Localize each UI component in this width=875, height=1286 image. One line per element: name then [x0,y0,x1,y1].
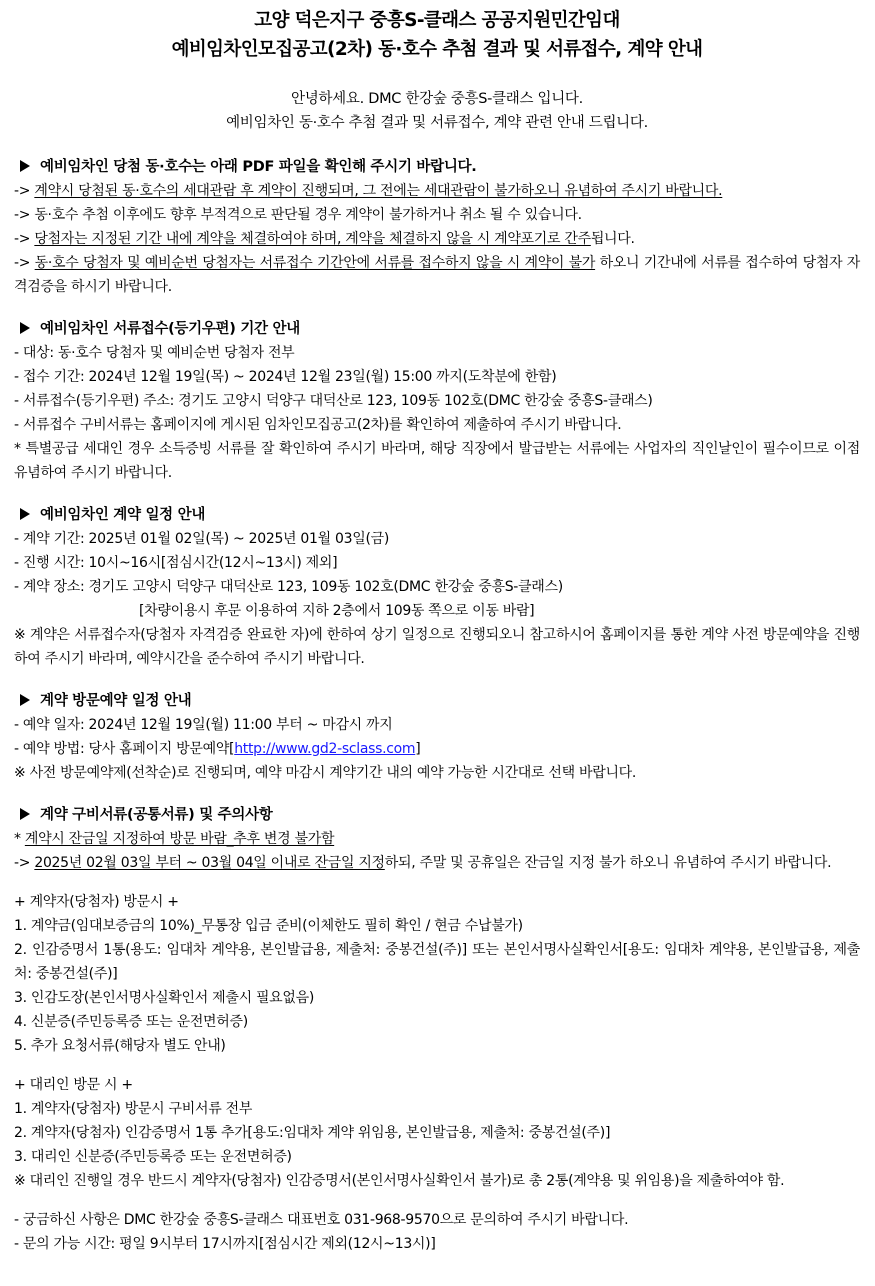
intro-line-2: 예비임차인 동·호수 추첨 결과 및 서류접수, 계약 관련 안내 드립니다. [226,115,648,131]
reservation-date: - 예약 일자: 2024년 12월 19일(월) 11:00 부터 ~ 마감시 까지 [14,717,393,733]
triangle-bullet-icon [20,322,30,334]
contact-hours: - 문의 가능 시간: 평일 9시부터 17시까지[점심시간 제외(12시~13시)] [14,1236,436,1252]
title-line-2: 예비임차인모집공고(2차) 동·호수 추첨 결과 및 서류접수, 계약 안내 [171,39,703,60]
documents-special-note: * 특별공급 세대인 경우 소득증빙 서류를 잘 확인하여 주시기 바라며, 해당 직장에서 발급받는 서류에는 사업자의 직인날인이 필수이므로 이점 유념하여 주시기 바랍니다. [14,441,865,481]
section-heading-required-docs: 계약 구비서류(공통서류) 및 주의사항 [14,803,860,827]
triangle-bullet-icon [20,508,30,520]
winners-note-4: -> 동·호수 당첨자 및 예비순번 당첨자는 서류접수 기간안에 서류를 접수하지 않을 시 계약이 불가 하오니 기간내에 서류를 접수하여 당첨자 자격검증을 하시기 바랍니다. [14,255,860,295]
title-line-1: 고양 덕은지구 중흥S-클래스 공공지원민간임대 [254,10,620,31]
winners-note-3: -> 당첨자는 지정된 기간 내에 계약을 체결하여야 하며, 계약을 체결하지 않을 시 계약포기로 간주됩니다. [14,231,635,247]
group-title-proxy: + 대리인 방문 시 + [14,1077,133,1093]
list-item: 3. 인감도장(본인서명사실확인서 제출시 필요없음) [14,990,315,1006]
group-title-contractor: + 계약자(당첨자) 방문시 + [14,894,179,910]
balance-date-range: -> 2025년 02월 03일 부터 ~ 03월 04일 이내로 잔금일 지정하되, 주말 및 공휴일은 잔금일 지정 불가 하오니 유념하여 주시기 바랍니다. [14,855,832,871]
contract-note: ※ 계약은 서류접수자(당첨자 자격검증 완료한 자)에 한하여 상기 일정으로 진행되오니 참고하시어 홈페이지를 통한 계약 사전 방문예약을 진행하여 주시기 바라며, 예약시간을 준수하여 주시기 바랍니다. [14,627,860,667]
contact-phone: - 궁금하신 사항은 DMC 한강숲 중흥S-클래스 대표번호 031-968-9570으로 문의하여 주시기 바랍니다. [14,1212,629,1228]
contract-period: - 계약 기간: 2025년 01월 02일(목) ~ 2025년 01월 03일(금) [14,531,390,547]
list-item: 4. 신분증(주민등록증 또는 운전면허증) [14,1014,248,1030]
contract-hours: - 진행 시간: 10시~16시[점심시간(12시~13시) 제외] [14,555,338,571]
section-heading-winners: 예비임차인 당첨 동·호수는 아래 PDF 파일을 확인해 주시기 바랍니다. [14,155,860,179]
reservation-method: - 예약 방법: 당사 홈페이지 방문예약[http://www.gd2-sclass.com] [14,741,421,757]
contract-location: - 계약 장소: 경기도 고양시 덕양구 대덕산로 123, 109동 102호(DMC 한강숲 중흥S-클래스) [14,579,563,595]
intro-line-1: 안녕하세요. DMC 한강숲 중흥S-클래스 입니다. [291,91,583,107]
documents-required: - 서류접수 구비서류는 홈페이지에 게시된 임차인모집공고(2차)를 확인하여 제출하여 주시기 바랍니다. [14,417,622,433]
list-item: ※ 대리인 진행일 경우 반드시 계약자(당첨자) 인감증명서(본인서명사실확인서 불가)로 총 2통(계약용 및 위임용)을 제출하여야 함. [14,1173,785,1189]
triangle-bullet-icon [20,808,30,820]
winners-note-1: -> 계약시 당첨된 동·호수의 세대관람 후 계약이 진행되며, 그 전에는 세대관람이 불가하오니 유념하여 주시기 바랍니다. [14,183,723,199]
winners-note-2: -> 동·호수 추첨 이후에도 향후 부적격으로 판단될 경우 계약이 불가하거나 취소 될 수 있습니다. [14,207,582,223]
documents-period: - 접수 기간: 2024년 12월 19일(목) ~ 2024년 12월 23일(월) 15:00 까지(도착분에 한함) [14,369,557,385]
list-item: 1. 계약자(당첨자) 방문시 구비서류 전부 [14,1101,253,1117]
section-heading-documents: 예비임차인 서류접수(등기우편) 기간 안내 [14,317,860,341]
reservation-note: ※ 사전 방문예약제(선착순)로 진행되며, 예약 마감시 계약기간 내의 예약 가능한 시간대로 선택 바랍니다. [14,765,637,781]
section-heading-contract-schedule: 예비임차인 계약 일정 안내 [14,503,860,527]
notice-title [14,0,860,64]
list-item: 3. 대리인 신분증(주민등록증 또는 운전면허증) [14,1149,292,1165]
triangle-bullet-icon [20,694,30,706]
list-item: 2. 인감증명서 1통(용도: 임대차 계약용, 본인발급용, 제출처: 중봉건설(주)] 또는 본인서명사실확인서[용도: 임대차 계약용, 본인발급용, 제출처: 중봉건설(주)] [14,942,860,982]
documents-address: - 서류접수(등기우편) 주소: 경기도 고양시 덕양구 대덕산로 123, 109동 102호(DMC 한강숲 중흥S-클래스) [14,393,653,409]
balance-date-note: * 계약시 잔금일 지정하여 방문 바람_추후 변경 불가함 [14,831,335,847]
triangle-bullet-icon [20,160,30,172]
list-item: 2. 계약자(당첨자) 인감증명서 1통 추가[용도:임대차 계약 위임용, 본인발급용, 제출처: 중봉건설(주)] [14,1125,611,1141]
contract-parking-note: [차량이용시 후문 이용하여 지하 2층에서 109동 쪽으로 이동 바람] [139,603,535,619]
documents-target: - 대상: 동·호수 당첨자 및 예비순번 당첨자 전부 [14,345,295,361]
list-item: 1. 계약금(임대보증금의 10%)_무통장 입금 준비(이체한도 필히 확인 / 현금 수납불가) [14,918,523,934]
intro [14,87,860,135]
list-item: 5. 추가 요청서류(해당자 별도 안내) [14,1038,226,1054]
section-heading-reservation: 계약 방문예약 일정 안내 [14,689,860,713]
homepage-link[interactable]: http://www.gd2-sclass.com [234,741,416,757]
